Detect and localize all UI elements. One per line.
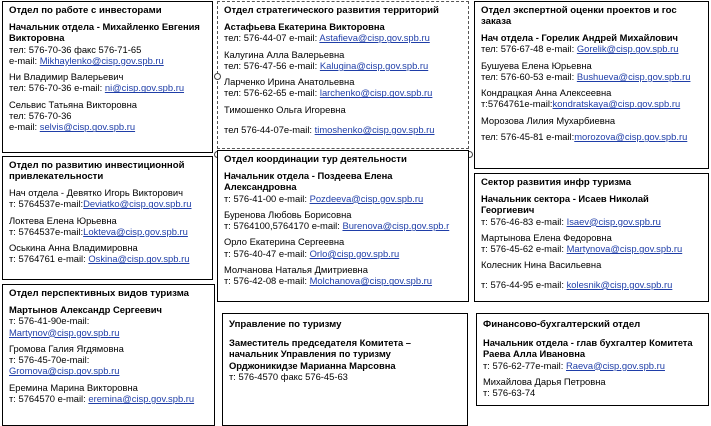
person-contact: т: 576-45-70e-mail:: [9, 354, 90, 366]
person-entry: [9, 215, 206, 238]
person-name: Михайлова Дарья Петровна: [483, 375, 606, 387]
person-name: Начальник отдела - глав бухгалтер Комитета Раева Алла Ивановна: [483, 337, 693, 360]
email-link[interactable]: Astafieva@cisp.gov.spb.ru: [319, 32, 430, 44]
person-contact: тел: 576-62-65 e-mail:: [224, 87, 318, 99]
person-entry: [9, 187, 206, 210]
person-entry: [224, 236, 462, 259]
person-name: Начальник отдела - Михайленко Евгения Викторовна: [9, 21, 200, 44]
box-expert: [474, 1, 709, 169]
person-name: Орло Екатерина Сергеевна: [224, 236, 345, 248]
person-entry: [9, 304, 208, 338]
email-link[interactable]: kolesnik@cisp.gov.spb.ru: [566, 278, 673, 290]
email-link[interactable]: Deviatko@cisp.gov.spb.ru: [83, 198, 192, 210]
person-entry: [481, 232, 702, 255]
box-investors: [2, 1, 213, 153]
person-entry: [481, 32, 702, 55]
person-entry: [9, 382, 208, 405]
person-name: Астафьева Екатерина Викторовна: [224, 21, 385, 32]
person-name: Ни Владимир Валерьевич: [9, 71, 124, 83]
person-entry: [483, 337, 702, 371]
person-entry: [224, 264, 462, 287]
person-entry: [229, 337, 461, 382]
person-name: Оськина Анна Владимировна: [9, 242, 138, 254]
person-name: Начальник отдела - Поздеева Елена Александровна: [224, 170, 393, 193]
person-name: Тимошенко Ольга Игоревна: [224, 103, 346, 115]
email-label: e-mail:: [9, 121, 38, 133]
email-link[interactable]: Martynova@cisp.gov.spb.ru: [566, 243, 683, 255]
person-entry: [9, 71, 206, 94]
box-title: Отдел координации тур деятельности: [224, 154, 407, 165]
person-contact: т: 576-40-47 e-mail:: [224, 247, 307, 259]
person-contact: т: 576-44-95 e-mail:: [481, 278, 564, 290]
person-entry: [224, 21, 462, 44]
box-title: Сектор развития инфр туризма: [481, 177, 632, 188]
email-link[interactable]: Molchanova@cisp.gov.spb.ru: [309, 275, 433, 287]
person-entry: [481, 115, 702, 143]
person-contact: т: 576-41-00 e-mail:: [224, 192, 307, 204]
person-contact: т: 576-45-62 e-mail:: [481, 243, 564, 255]
person-name: Молчанова Наталья Дмитриевна: [224, 264, 368, 276]
box-title: Отдел по работе с инвесторами: [9, 5, 162, 16]
box-title: Отдел по развитию инвестиционной привлекательности: [9, 160, 185, 182]
email-link[interactable]: Isaev@cisp.gov.spb.ru: [566, 215, 661, 227]
email-link[interactable]: Oskina@cisp.gov.spb.ru: [88, 253, 190, 265]
person-contact: т: 576-46-83 e-mail:: [481, 215, 564, 227]
person-name: Нач отдела - Девятко Игорь Викторович: [9, 187, 183, 198]
email-link[interactable]: Gorelik@cisp.gov.spb.ru: [576, 43, 679, 55]
box-tour-coord: [217, 150, 469, 302]
person-contact: т: 5764570 e-mail:: [9, 393, 86, 405]
email-label: e-mail:: [9, 54, 38, 66]
person-contact: т: 5764100,5764170 e-mail:: [224, 220, 340, 232]
box-title: Отдел экспертной оценки проектов и гос заказа: [481, 5, 677, 27]
person-contact: тел: 576-67-48 e-mail:: [481, 43, 575, 55]
person-entry: [9, 99, 206, 133]
email-link[interactable]: Orlo@cisp.gov.spb.ru: [309, 247, 400, 259]
person-entry: [481, 193, 702, 227]
person-contact: тел: 576-70-36: [9, 110, 72, 122]
person-contact: тел: 576-47-56 e-mail:: [224, 59, 318, 71]
email-link[interactable]: Pozdeeva@cisp.gov.spb.ru: [309, 192, 424, 204]
person-entry: [9, 343, 208, 377]
person-contact: т: 576-62-77e-mail:: [483, 359, 564, 371]
person-entry: [224, 104, 462, 136]
email-link[interactable]: selvis@cisp.gov.spb.ru: [39, 121, 136, 133]
person-contact: тел: 576-44-07 e-mail:: [224, 32, 318, 44]
person-name: Калугина Алла Валерьевна: [224, 48, 345, 60]
person-entry: [481, 259, 702, 290]
box-perspective: [2, 284, 215, 426]
email-link[interactable]: larchenko@cisp.gov.spb.ru: [319, 87, 433, 99]
box-strategic[interactable]: [217, 1, 469, 149]
person-entry: [9, 21, 206, 66]
person-contact: тел: 576-70-36 e-mail:: [9, 82, 103, 94]
person-name: Буренова Любовь Борисовна: [224, 208, 352, 220]
person-name: Нач отдела - Горелик Андрей Михайлович: [481, 32, 678, 43]
person-name: Кондрацкая Анна Алексеевна: [481, 87, 612, 99]
email-link[interactable]: Lokteva@cisp.gov.spb.ru: [83, 225, 188, 237]
email-link[interactable]: morozova@cisp.gov.spb.ru: [574, 131, 688, 143]
person-entry: [224, 76, 462, 99]
person-entry: [481, 60, 702, 83]
email-link[interactable]: kondratskaya@cisp.gov.spb.ru: [552, 98, 681, 110]
person-contact: тел: 576-70-36 факс 576-71-65: [9, 43, 142, 55]
person-entry: [9, 242, 206, 265]
box-title: Управление по туризму: [229, 319, 342, 330]
person-name: Заместитель председателя Комитета – начальник Управления по туризму Орджоникидзе Марианна Марсовна: [229, 337, 411, 371]
person-name: Начальник сектора - Исаев Николай Георгиевич: [481, 193, 649, 216]
person-name: Ларченко Ирина Анатольевна: [224, 76, 355, 88]
person-name: Мартынова Елена Федоровна: [481, 231, 612, 243]
box-management: [222, 313, 468, 426]
person-contact: тел: 576-45-81 e-mail:: [481, 131, 575, 143]
person-contact: т: 576-42-08 e-mail:: [224, 275, 307, 287]
person-entry: [224, 49, 462, 72]
selection-handle[interactable]: [214, 73, 221, 80]
person-contact: т:5764761e-mail:: [481, 98, 553, 110]
email-link[interactable]: Kalugina@cisp.gov.spb.ru: [319, 59, 429, 71]
email-link[interactable]: Bushueva@cisp.gov.spb.ru: [576, 70, 691, 82]
person-entry: [481, 87, 702, 110]
email-link[interactable]: Burenova@cisp.gov.spb.r: [342, 220, 450, 232]
person-name: Бушуева Елена Юрьевна: [481, 59, 592, 71]
email-link[interactable]: Martynov@cisp.gov.spb.ru: [9, 326, 120, 338]
person-entry: [224, 209, 462, 232]
person-contact: т: 576-63-74: [483, 387, 536, 399]
email-link[interactable]: eremina@cisp.gov.spb.ru: [88, 393, 195, 405]
box-invest-dev: [2, 156, 213, 280]
person-name: Локтева Елена Юрьевна: [9, 214, 117, 226]
person-name: Громова Галия Ягдямовна: [9, 342, 124, 354]
person-contact: т: 5764537e-mail:: [9, 198, 84, 210]
email-link[interactable]: timoshenko@cisp.gov.spb.ru: [314, 124, 435, 136]
person-name: Морозова Лилия Мухарбиевна: [481, 114, 616, 126]
box-finance: [476, 313, 709, 406]
person-name: Еремина Марина Викторовна: [9, 381, 138, 393]
box-title: Финансово-бухгалтерский отдел: [483, 319, 641, 330]
box-title: Отдел стратегического развития территорий: [224, 5, 439, 16]
email-link[interactable]: Raeva@cisp.gov.spb.ru: [565, 359, 665, 371]
email-link[interactable]: ni@cisp.gov.spb.ru: [104, 82, 185, 94]
email-link[interactable]: Gromova@cisp.gov.spb.ru: [9, 365, 120, 377]
person-entry: [483, 376, 702, 399]
person-name: Мартынов Александр Сергеевич: [9, 304, 162, 315]
box-infra-sector: [474, 173, 709, 302]
person-contact: т: 5764761 e-mail:: [9, 253, 86, 265]
person-name: Колесник Нина Васильевна: [481, 259, 602, 271]
box-title: Отдел перспективных видов туризма: [9, 288, 190, 299]
person-name: Сельвис Татьяна Викторовна: [9, 98, 137, 110]
person-contact: т: 576-4570 факс 576-45-63: [229, 370, 348, 382]
person-contact: тел: 576-60-53 e-mail:: [481, 70, 575, 82]
person-contact: т: 5764537e-mail:: [9, 225, 84, 237]
email-link[interactable]: Mikhaylenko@cisp.gov.spb.ru: [39, 54, 164, 66]
person-contact: тел 576-44-07e-mail:: [224, 124, 313, 136]
person-entry: [224, 170, 462, 204]
person-contact: т: 576-41-90e-mail:: [9, 315, 90, 327]
